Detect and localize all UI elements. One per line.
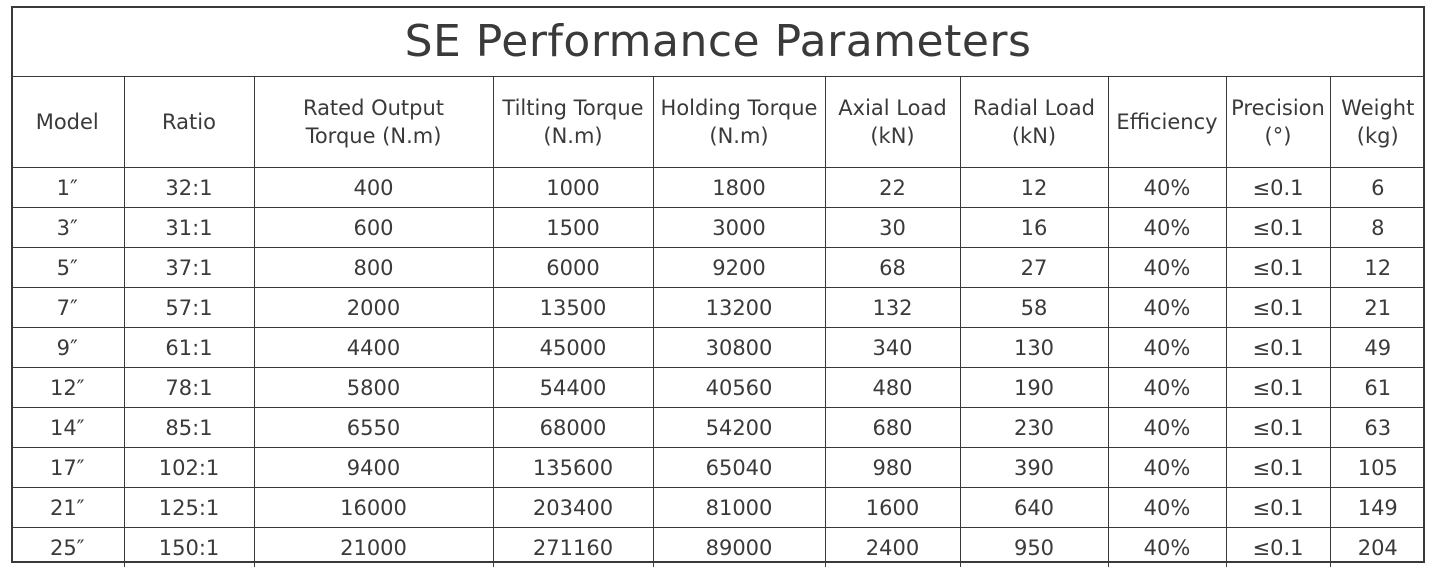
cell-model: 3″ (11, 208, 124, 248)
cell-precision: ≤0.1 (1226, 488, 1330, 528)
cell-rated-output-torque: 9400 (254, 448, 493, 488)
cell-efficiency: 40% (1108, 408, 1226, 448)
cell-radial-load: 390 (960, 448, 1108, 488)
cell-radial-load: 950 (960, 528, 1108, 568)
cell-radial-load: 230 (960, 408, 1108, 448)
cell-precision: ≤0.1 (1226, 208, 1330, 248)
cell-holding-torque: 9200 (653, 248, 825, 288)
table-row (11, 288, 1425, 328)
cell-model: 9″ (11, 328, 124, 368)
cell-axial-load: 2400 (825, 528, 960, 568)
cell-efficiency: 40% (1108, 208, 1226, 248)
cell-holding-torque: 40560 (653, 368, 825, 408)
cell-axial-load: 68 (825, 248, 960, 288)
cell-ratio: 150:1 (124, 528, 254, 568)
cell-rated-output-torque: 16000 (254, 488, 493, 528)
table-row (11, 488, 1425, 528)
cell-axial-load: 980 (825, 448, 960, 488)
cell-precision: ≤0.1 (1226, 408, 1330, 448)
cell-precision: ≤0.1 (1226, 288, 1330, 328)
table-row (11, 368, 1425, 408)
cell-weight: 149 (1330, 488, 1425, 528)
table-row (11, 408, 1425, 448)
cell-ratio: 78:1 (124, 368, 254, 408)
cell-holding-torque: 89000 (653, 528, 825, 568)
col-header-weight: Weight (kg) (1330, 77, 1425, 168)
cell-efficiency: 40% (1108, 448, 1226, 488)
cell-efficiency: 40% (1108, 488, 1226, 528)
table-row (11, 328, 1425, 368)
cell-model: 17″ (11, 448, 124, 488)
cell-axial-load: 480 (825, 368, 960, 408)
col-header-radial-load: Radial Load (kN) (960, 77, 1108, 168)
table-row (11, 168, 1425, 208)
cell-holding-torque: 3000 (653, 208, 825, 248)
col-header-ratio: Ratio (124, 77, 254, 168)
cell-tilting-torque: 6000 (493, 248, 653, 288)
cell-rated-output-torque: 400 (254, 168, 493, 208)
cell-radial-load: 16 (960, 208, 1108, 248)
cell-tilting-torque: 13500 (493, 288, 653, 328)
table-row (11, 528, 1425, 568)
cell-ratio: 37:1 (124, 248, 254, 288)
table-row (11, 248, 1425, 288)
cell-model: 7″ (11, 288, 124, 328)
cell-ratio: 102:1 (124, 448, 254, 488)
cell-precision: ≤0.1 (1226, 528, 1330, 568)
cell-tilting-torque: 203400 (493, 488, 653, 528)
cell-model: 21″ (11, 488, 124, 528)
cell-radial-load: 27 (960, 248, 1108, 288)
col-header-tilting-torque: Tilting Torque (N.m) (493, 77, 653, 168)
col-header-efficiency: Efficiency (1108, 77, 1226, 168)
cell-holding-torque: 65040 (653, 448, 825, 488)
cell-weight: 61 (1330, 368, 1425, 408)
cell-precision: ≤0.1 (1226, 248, 1330, 288)
cell-ratio: 57:1 (124, 288, 254, 328)
cell-weight: 204 (1330, 528, 1425, 568)
cell-efficiency: 40% (1108, 288, 1226, 328)
col-header-axial-load: Axial Load (kN) (825, 77, 960, 168)
cell-precision: ≤0.1 (1226, 448, 1330, 488)
cell-tilting-torque: 271160 (493, 528, 653, 568)
cell-holding-torque: 81000 (653, 488, 825, 528)
page-title: SE Performance Parameters (404, 15, 1032, 67)
cell-weight: 63 (1330, 408, 1425, 448)
col-header-holding-torque: Holding Torque (N.m) (653, 77, 825, 168)
cell-holding-torque: 13200 (653, 288, 825, 328)
cell-tilting-torque: 1000 (493, 168, 653, 208)
col-header-precision: Precision (°) (1226, 77, 1330, 168)
cell-tilting-torque: 54400 (493, 368, 653, 408)
cell-axial-load: 30 (825, 208, 960, 248)
cell-axial-load: 340 (825, 328, 960, 368)
cell-rated-output-torque: 5800 (254, 368, 493, 408)
table-row (11, 208, 1425, 248)
cell-weight: 49 (1330, 328, 1425, 368)
cell-model: 1″ (11, 168, 124, 208)
cell-rated-output-torque: 2000 (254, 288, 493, 328)
cell-rated-output-torque: 6550 (254, 408, 493, 448)
cell-ratio: 125:1 (124, 488, 254, 528)
cell-rated-output-torque: 800 (254, 248, 493, 288)
col-header-model: Model (11, 77, 124, 168)
cell-rated-output-torque: 4400 (254, 328, 493, 368)
cell-efficiency: 40% (1108, 368, 1226, 408)
cell-ratio: 32:1 (124, 168, 254, 208)
cell-efficiency: 40% (1108, 248, 1226, 288)
cell-model: 14″ (11, 408, 124, 448)
cell-holding-torque: 54200 (653, 408, 825, 448)
col-header-rated-output-torque: Rated Output Torque (N.m) (254, 77, 493, 168)
table-body (11, 168, 1425, 568)
cell-ratio: 85:1 (124, 408, 254, 448)
cell-ratio: 61:1 (124, 328, 254, 368)
cell-efficiency: 40% (1108, 528, 1226, 568)
table-row (11, 448, 1425, 488)
cell-axial-load: 680 (825, 408, 960, 448)
cell-weight: 8 (1330, 208, 1425, 248)
cell-tilting-torque: 68000 (493, 408, 653, 448)
cell-model: 5″ (11, 248, 124, 288)
performance-table (11, 76, 1425, 567)
cell-precision: ≤0.1 (1226, 168, 1330, 208)
cell-holding-torque: 1800 (653, 168, 825, 208)
cell-rated-output-torque: 21000 (254, 528, 493, 568)
cell-radial-load: 190 (960, 368, 1108, 408)
cell-radial-load: 640 (960, 488, 1108, 528)
cell-weight: 105 (1330, 448, 1425, 488)
cell-precision: ≤0.1 (1226, 328, 1330, 368)
cell-weight: 12 (1330, 248, 1425, 288)
cell-model: 25″ (11, 528, 124, 568)
cell-axial-load: 1600 (825, 488, 960, 528)
cell-radial-load: 130 (960, 328, 1108, 368)
cell-axial-load: 22 (825, 168, 960, 208)
cell-efficiency: 40% (1108, 328, 1226, 368)
cell-ratio: 31:1 (124, 208, 254, 248)
cell-tilting-torque: 45000 (493, 328, 653, 368)
cell-tilting-torque: 135600 (493, 448, 653, 488)
cell-weight: 21 (1330, 288, 1425, 328)
header-row (11, 77, 1425, 168)
cell-radial-load: 12 (960, 168, 1108, 208)
cell-holding-torque: 30800 (653, 328, 825, 368)
cell-weight: 6 (1330, 168, 1425, 208)
cell-rated-output-torque: 600 (254, 208, 493, 248)
cell-model: 12″ (11, 368, 124, 408)
cell-tilting-torque: 1500 (493, 208, 653, 248)
cell-precision: ≤0.1 (1226, 368, 1330, 408)
cell-efficiency: 40% (1108, 168, 1226, 208)
cell-axial-load: 132 (825, 288, 960, 328)
cell-radial-load: 58 (960, 288, 1108, 328)
